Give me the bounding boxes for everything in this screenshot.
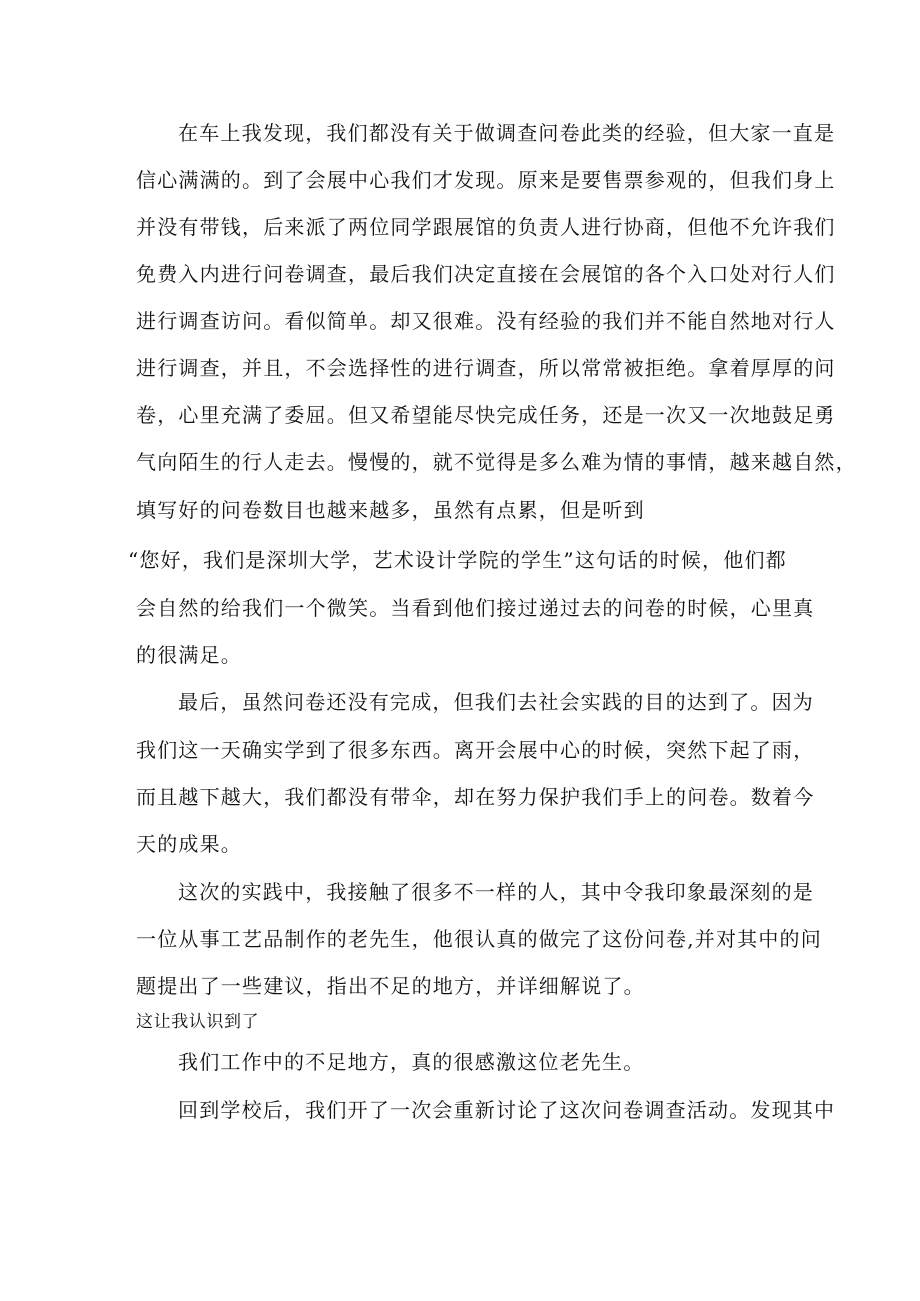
text-line: 气向陌生的行人走去。慢慢的，就不觉得是多么难为情的事情，越来越自然， [136, 450, 857, 474]
text-line: 免费入内进行问卷调查，最后我们决定直接在会展馆的各个入口处对行人们 [136, 262, 836, 286]
text-line: 题提出了一些建议，指出不足的地方，并详细解说了。 [136, 974, 645, 998]
text-line: 填写好的问卷数目也越来越多，虽然有点累，但是听到 [136, 498, 645, 522]
text-line: “您好，我们是深圳大学，艺术设计学院的学生”这句话的时候，他们都 [128, 548, 787, 572]
text-line: 进行调查访问。看似简单。却又很难。没有经验的我们并不能自然地对行人 [136, 309, 836, 333]
text-line: 卷，心里充满了委屈。但又希望能尽快完成任务，还是一次又一次地鼓足勇 [136, 403, 836, 427]
text-line: 一位从事工艺品制作的老先生，他很认真的做完了这份问卷,并对其中的问 [136, 927, 822, 951]
text-line: 信心满满的。到了会展中心我们才发现。原来是要售票参观的，但我们身上 [136, 168, 836, 192]
text-line: 并没有带钱，后来派了两位同学跟展馆的负责人进行协商，但他不允许我们 [136, 215, 836, 239]
text-line: 天的成果。 [136, 832, 242, 856]
text-line: 进行调查，并且，不会选择性的进行调查，所以常常被拒绝。拿着厚厚的问 [136, 356, 836, 380]
text-line: 的很满足。 [136, 643, 242, 667]
text-line: 我们这一天确实学到了很多东西。离开会展中心的时候，突然下起了雨， [136, 738, 815, 762]
text-line: 会自然的给我们一个微笑。当看到他们接过递过去的问卷的时候，心里真 [136, 596, 815, 620]
text-line: 最后，虽然问卷还没有完成，但我们去社会实践的目的达到了。因为 [178, 690, 814, 714]
text-line: 在车上我发现，我们都没有关于做调查问卷此类的经验，但大家一直是 [178, 121, 836, 145]
text-line: 而且越下越大，我们都没有带伞，却在努力保护我们手上的问卷。数着今 [136, 785, 815, 809]
text-line: 回到学校后，我们开了一次会重新讨论了这次问卷调查活动。发现其中 [178, 1098, 836, 1122]
text-line: 这次的实践中，我接触了很多不一样的人，其中令我印象最深刻的是 [178, 880, 814, 904]
text-line: 这让我认识到了 [136, 1012, 260, 1032]
text-line: 我们工作中的不足地方，真的很感激这位老先生。 [178, 1050, 645, 1074]
